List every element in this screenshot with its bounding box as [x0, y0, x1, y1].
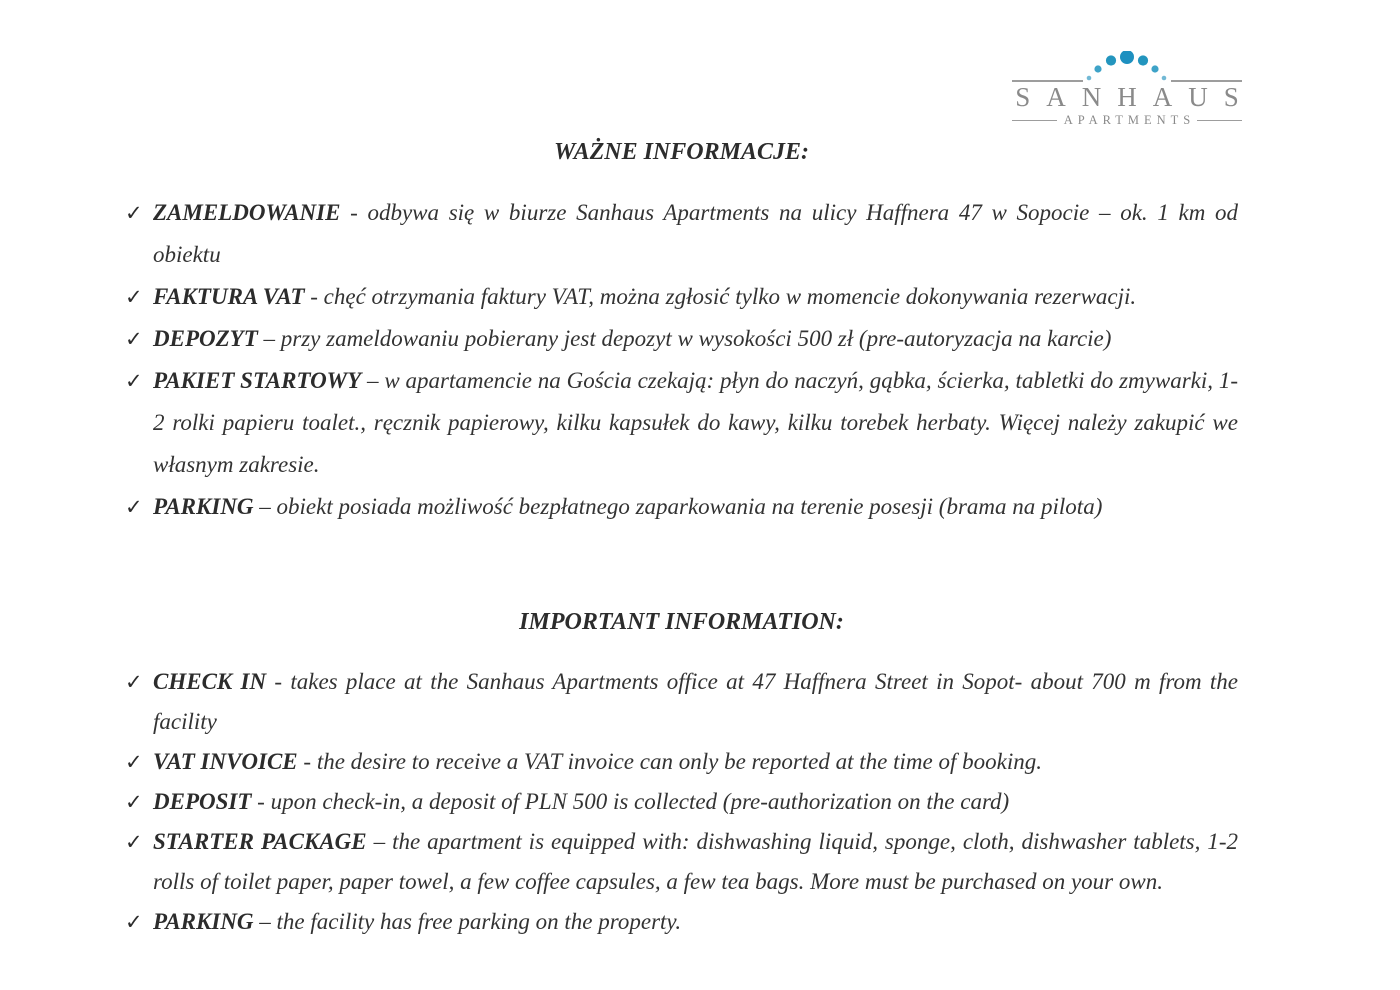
list-item: [125, 318, 1238, 360]
list-item: [125, 276, 1238, 318]
item-text: – the facility has free parking on the property.: [259, 909, 682, 934]
item-keyword: ZAMELDOWANIE: [153, 200, 341, 225]
info-list-english: [125, 662, 1238, 942]
checkmark-icon: ✓: [125, 830, 143, 854]
logo-brand-subtitle: APARTMENTS: [1063, 113, 1196, 128]
item-keyword: FAKTURA VAT: [153, 284, 305, 309]
checkmark-icon: ✓: [125, 495, 143, 519]
checkmark-icon: ✓: [125, 670, 143, 694]
item-keyword: PARKING: [153, 494, 254, 519]
info-list-polish: [125, 192, 1238, 528]
section-title-polish: WAŻNE INFORMACJE:: [554, 139, 809, 165]
checkmark-icon: ✓: [125, 910, 143, 934]
item-text: – obiekt posiada możliwość bezpłatnego zaparkowania na terenie posesji (brama na pilota): [259, 494, 1103, 519]
item-keyword: STARTER PACKAGE: [153, 829, 367, 854]
item-keyword: VAT INVOICE: [153, 749, 298, 774]
checkmark-icon: ✓: [125, 750, 143, 774]
list-item: [125, 662, 1238, 742]
list-item: [125, 742, 1238, 782]
item-text: – the apartment is equipped with: dishwashing liquid, sponge, cloth, dishwasher tablets, 1-2 rolls of toilet paper, paper towel, a few coffee capsules, a few tea bags. More must be purchased on your own.: [153, 829, 1239, 894]
section-title-english: IMPORTANT INFORMATION:: [519, 609, 844, 635]
item-text: - odbywa się w biurze Sanhaus Apartments na ulicy Haffnera 47 w Sopocie – ok. 1 km od obiektu: [153, 200, 1239, 267]
list-item: [125, 486, 1238, 528]
checkmark-icon: ✓: [125, 790, 143, 814]
list-item: [125, 902, 1238, 942]
checkmark-icon: ✓: [125, 285, 143, 309]
item-text: - the desire to receive a VAT invoice can only be reported at the time of booking.: [303, 749, 1042, 774]
logo-brand-name: SANHAUS: [1015, 82, 1255, 112]
item-keyword: CHECK IN: [153, 669, 267, 694]
item-text: - chęć otrzymania faktury VAT, można zgłosić tylko w momencie dokonywania rezerwacji.: [310, 284, 1137, 309]
document-content: [125, 0, 1238, 942]
item-text: - takes place at the Sanhaus Apartments office at 47 Haffnera Street in Sopot- about 700 m from the facility: [153, 669, 1238, 734]
list-item: [125, 360, 1238, 486]
item-text: – przy zameldowaniu pobierany jest depozyt w wysokości 500 zł (pre-autoryzacja na karcie): [263, 326, 1112, 351]
item-keyword: DEPOZYT: [153, 326, 258, 351]
checkmark-icon: ✓: [125, 327, 143, 351]
item-keyword: DEPOSIT: [153, 789, 252, 814]
item-text: – w apartamencie na Gościa czekają: płyn do naczyń, gąbka, ścierka, tabletki do zmywarki, 1-2 rolki papieru toalet., ręcznik papierowy, kilku kapsułek do kawy, kilku torebek herbaty. Więcej należy zakupić we własnym zakresie.: [153, 368, 1238, 477]
item-keyword: PARKING: [153, 909, 254, 934]
checkmark-icon: ✓: [125, 201, 143, 225]
list-item: [125, 822, 1238, 902]
checkmark-icon: ✓: [125, 369, 143, 393]
item-keyword: PAKIET STARTOWY: [153, 368, 362, 393]
list-item: [125, 192, 1238, 276]
list-item: [125, 782, 1238, 822]
item-text: - upon check-in, a deposit of PLN 500 is collected (pre-authorization on the card): [257, 789, 1010, 814]
